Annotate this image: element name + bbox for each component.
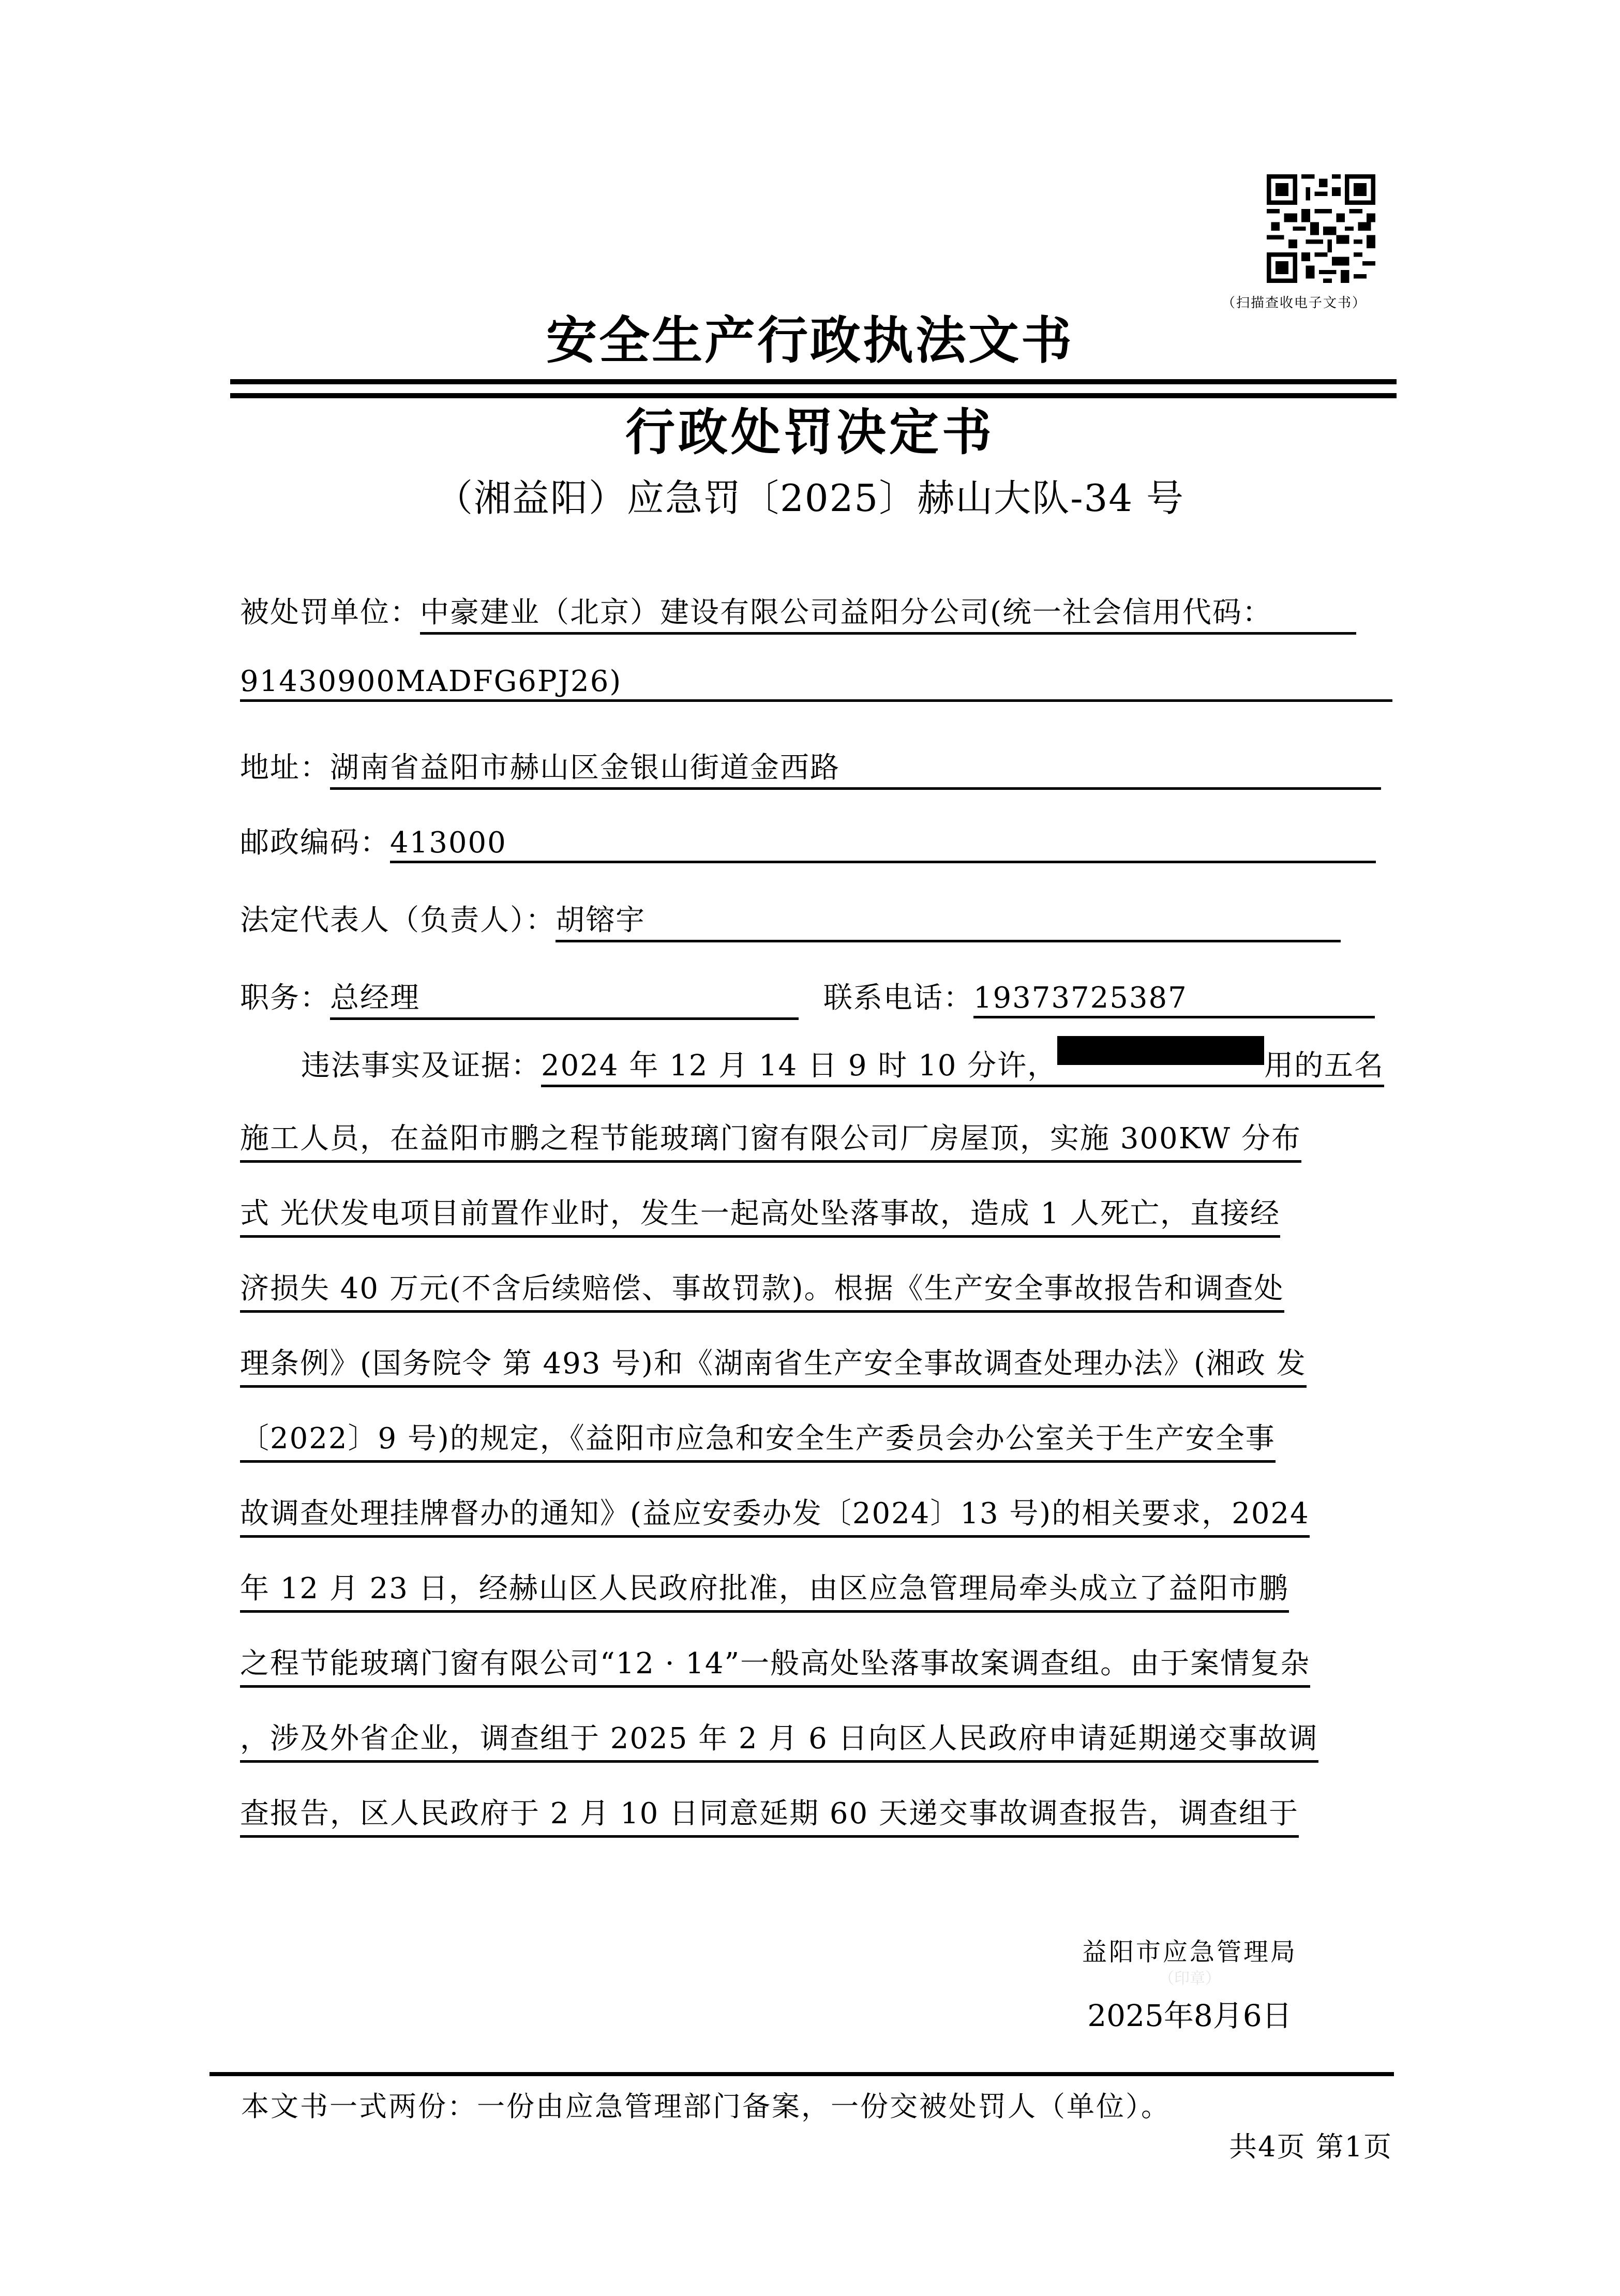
penalized-unit-value-line1: 中豪建业（北京）建设有限公司益阳分公司(统一社会信用代码： xyxy=(420,590,1356,635)
postcode-row xyxy=(240,820,1392,861)
footer-note: 本文书一式两份：一份由应急管理部门备案，一份交被处罚人（单位）。 xyxy=(241,2090,1171,2123)
facts-line-1 xyxy=(301,1042,1384,1087)
penalized-unit-row xyxy=(240,590,1392,631)
seal-placeholder: （印章） xyxy=(1159,1970,1221,1988)
facts-line-6: 〔2022〕9 号)的规定，《益阳市应急和安全生产委员会办公室关于生产安全事 xyxy=(240,1420,1276,1463)
facts-line-2: 施工人员，在益阳市鹏之程节能玻璃门窗有限公司厂房屋顶，实施 300KW 分布 xyxy=(240,1120,1301,1163)
document-number: （湘益阳）应急罚〔2025〕赫山大队-34 号 xyxy=(435,476,1185,520)
facts-line-11: 查报告，区人民政府于 2 月 10 日同意延期 60 天递交事故调查报告，调查组于 xyxy=(240,1795,1299,1838)
address-label: 地址： xyxy=(240,751,330,785)
facts-line-7: 故调查处理挂牌督办的通知》(益应安委办发〔2024〕13 号)的相关要求，2024 xyxy=(240,1495,1310,1538)
title-rule-top xyxy=(230,379,1397,384)
postcode-value: 413000 xyxy=(390,826,1376,863)
facts-line-10: ，涉及外省企业，调查组于 2025 年 2 月 6 日向区人民政府申请延期递交事故调 xyxy=(240,1720,1318,1763)
facts-text-date: 2024 年 12 月 14 日 9 时 10 分许， xyxy=(541,1049,1058,1083)
facts-line-1-underlined xyxy=(541,1049,1384,1087)
series-title: 安全生产行政执法文书 xyxy=(546,311,1074,370)
penalized-unit-value-line2: 91430900MADFG6PJ26) xyxy=(240,665,1392,702)
issuing-authority: 益阳市应急管理局 xyxy=(1082,1938,1297,1967)
position-label: 职务： xyxy=(240,981,330,1015)
facts-line-8: 年 12 月 23 日，经赫山区人民政府批准，由区应急管理局牵头成立了益阳市鹏 xyxy=(240,1570,1289,1613)
footer-rule xyxy=(209,2072,1394,2076)
qr-caption: （扫描查收电子文书） xyxy=(1221,295,1367,311)
position-value: 总经理 xyxy=(330,975,799,1020)
address-value: 湖南省益阳市赫山区金银山街道金西路 xyxy=(330,745,1381,790)
facts-text-tail: 用的五名 xyxy=(1264,1049,1385,1083)
facts-line-9: 之程节能玻璃门窗有限公司“12 · 14”一般高处坠落事故案调查组。由于案情复杂 xyxy=(240,1645,1310,1688)
qr-code-block xyxy=(1170,174,1418,311)
penalized-unit-row-2 xyxy=(240,665,1392,706)
legal-representative-value: 胡镕宇 xyxy=(556,897,1341,942)
position-phone-row xyxy=(240,975,1392,1016)
postcode-label: 邮政编码： xyxy=(240,826,390,860)
page-indicator: 共4页 第1页 xyxy=(1229,2130,1392,2163)
phone-value: 19373725387 xyxy=(973,981,1375,1018)
phone-label: 联系电话： xyxy=(823,981,973,1015)
facts-label: 违法事实及证据： xyxy=(301,1049,541,1083)
legal-representative-row xyxy=(240,897,1392,939)
facts-line-5: 理条例》(国务院令 第 493 号)和《湖南省生产安全事故调查处理办法》(湘政 发 xyxy=(240,1345,1307,1388)
document-title: 行政处罚决定书 xyxy=(625,403,995,461)
redacted-block xyxy=(1057,1036,1264,1065)
penalized-unit-label: 被处罚单位： xyxy=(240,596,420,629)
address-row xyxy=(240,745,1392,786)
issue-date: 2025年8月6日 xyxy=(1087,1998,1292,2033)
qr-code-icon xyxy=(1264,174,1378,283)
legal-representative-label: 法定代表人（负责人）： xyxy=(240,904,556,937)
facts-line-4: 济损失 40 万元(不含后续赔偿、事故罚款)。根据《生产安全事故报告和调查处 xyxy=(240,1270,1284,1313)
facts-line-3: 式 光伏发电项目前置作业时，发生一起高处坠落事故，造成 1 人死亡，直接经 xyxy=(240,1195,1280,1238)
